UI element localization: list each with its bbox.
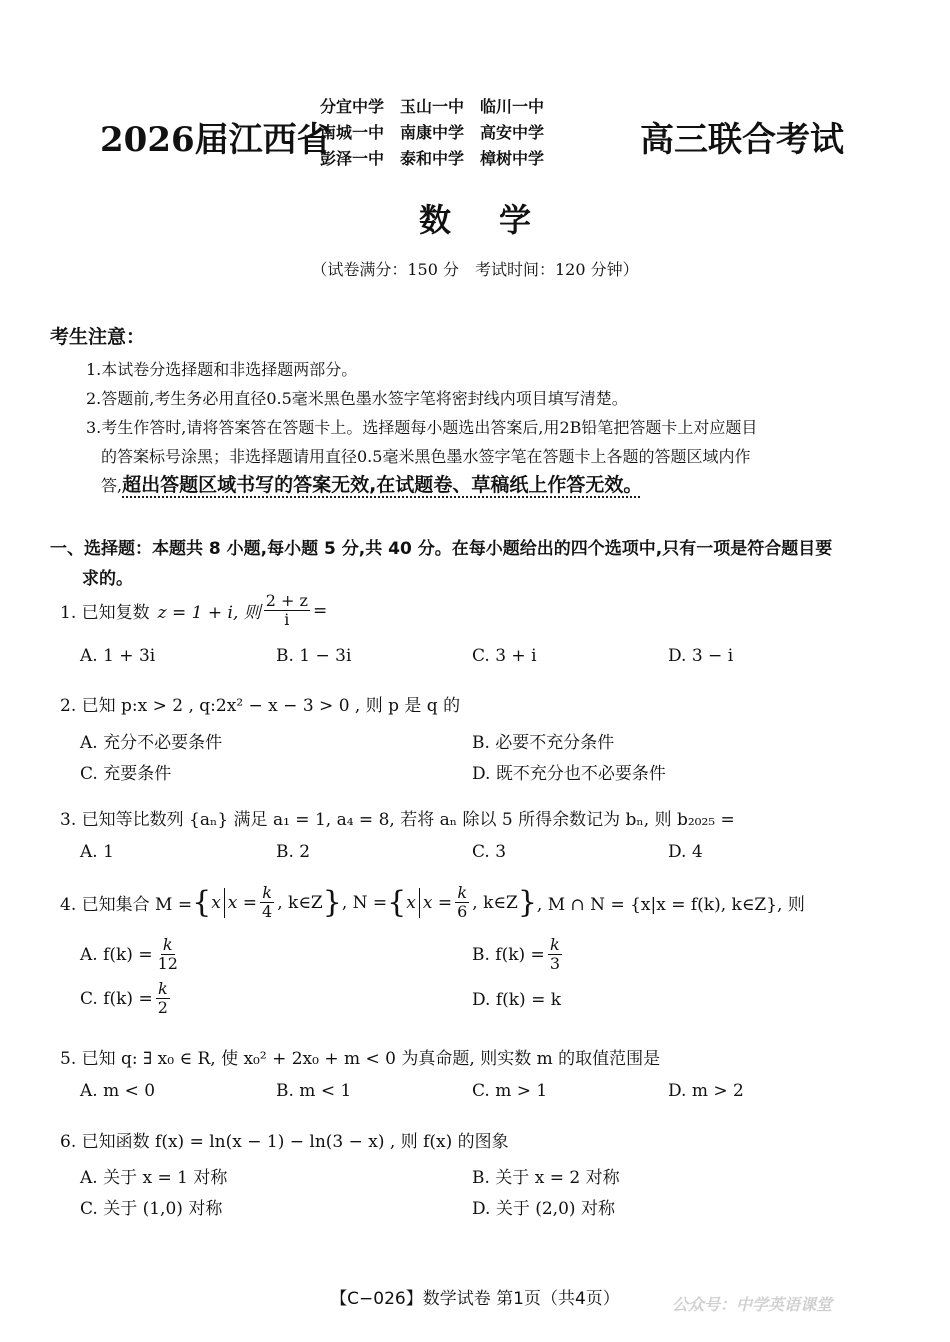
school-row bbox=[320, 146, 640, 172]
subject-title: 数学 bbox=[418, 201, 579, 239]
notice-item-continued bbox=[101, 470, 642, 497]
option-a: A. 充分不必要条件 bbox=[80, 733, 223, 753]
fraction-denominator: 4 bbox=[262, 902, 273, 921]
notice-heading: 考生注意： bbox=[50, 326, 146, 348]
option-b: B. 关于 x = 2 对称 bbox=[472, 1168, 620, 1188]
option-b: B. 2 bbox=[276, 842, 311, 862]
school-name: 南城一中 bbox=[320, 123, 385, 142]
school-name: 玉山一中 bbox=[400, 97, 465, 116]
option-d: D. m > 2 bbox=[668, 1081, 744, 1101]
option-c: C. 3 + i bbox=[472, 646, 537, 666]
option-a: A. 关于 x = 1 对称 bbox=[80, 1168, 228, 1188]
fraction-numerator: k bbox=[162, 935, 173, 954]
set-bar bbox=[224, 888, 225, 918]
option-d: D. 4 bbox=[668, 842, 703, 862]
set-bar bbox=[419, 888, 420, 918]
notice-item: 3.考生作答时,请将答案答在答题卡上。选择题每小题选出答案后,用2B铅笔把答题卡上对应题目 bbox=[86, 418, 758, 437]
set-brace-close: } bbox=[322, 884, 342, 920]
fraction bbox=[455, 884, 469, 921]
option-a: A. 1 bbox=[80, 842, 114, 862]
section-heading-continued: 求的。 bbox=[82, 569, 133, 589]
set-condition: , k∈Z bbox=[472, 892, 518, 913]
fraction-numerator: k bbox=[157, 979, 168, 998]
option-a: A. 1 + 3i bbox=[80, 646, 156, 666]
school-name: 高安中学 bbox=[480, 123, 545, 142]
fraction-denominator: 6 bbox=[457, 902, 468, 921]
school-row bbox=[320, 94, 640, 120]
school-name: 分宜中学 bbox=[320, 97, 385, 116]
question-stem: 4. 已知集合 M = bbox=[60, 895, 193, 915]
fraction-numerator: 2 + z bbox=[265, 591, 308, 610]
option-d: D. 关于 (2,0) 对称 bbox=[472, 1199, 615, 1219]
fraction-numerator: k bbox=[262, 883, 272, 902]
notice-emphasis: 超出答题区域书写的答案无效,在试题卷、草稿纸上作答无效。 bbox=[122, 474, 643, 496]
exam-title-right: 高三联合考试 bbox=[640, 120, 844, 160]
option-label: A. f(k) = bbox=[80, 944, 153, 965]
question-stem: z = 1 + i, 则 bbox=[157, 603, 261, 623]
exam-title-block bbox=[0, 90, 950, 170]
notice-item: 2.答题前,考生务必用直径0.5毫米黑色墨水签字笔将密封线内项目填写清楚。 bbox=[86, 389, 628, 408]
school-name: 泰和中学 bbox=[400, 149, 465, 168]
fraction bbox=[264, 592, 310, 629]
option-c: C. 关于 (1,0) 对称 bbox=[80, 1199, 223, 1219]
option-d: D. 3 − i bbox=[668, 646, 734, 666]
option-c: C. m > 1 bbox=[472, 1081, 548, 1101]
fraction-denominator: i bbox=[284, 610, 290, 629]
school-row bbox=[320, 120, 640, 146]
question-stem: , M ∩ N = {x|x = f(k), k∈Z}, 则 bbox=[536, 895, 805, 915]
option-b: B. 必要不充分条件 bbox=[472, 733, 615, 753]
option-c: C. 充要条件 bbox=[80, 764, 172, 784]
option-b bbox=[472, 936, 565, 973]
question-2: 2. 已知 p:x > 2 , q:2x² − x − 3 > 0 , 则 p 是 q 的 bbox=[60, 696, 461, 716]
school-name: 樟树中学 bbox=[480, 149, 545, 168]
option-d: D. f(k) = k bbox=[472, 990, 562, 1010]
fraction-denominator: 12 bbox=[157, 954, 178, 973]
set-brace-open: { bbox=[387, 884, 407, 920]
notice-item-continued: 的答案标号涂黑；非选择题请用直径0.5毫米黑色墨水签字笔在答题卡上各题的答题区域内作 bbox=[101, 447, 751, 466]
question-stem: = bbox=[312, 600, 328, 621]
notice-prefix: 答, bbox=[101, 476, 123, 495]
option-b: B. 1 − 3i bbox=[276, 646, 352, 666]
section-heading: 一、选择题：本题共 8 小题,每小题 5 分,共 40 分。在每小题给出的四个选项中,只有一项是符合题目要 bbox=[50, 539, 833, 559]
question-6: 6. 已知函数 f(x) = ln(x − 1) − ln(3 − x) , 则 f(x) 的图象 bbox=[60, 1132, 509, 1152]
set-variable: x bbox=[406, 892, 416, 913]
question-stem: 1. 已知复数 bbox=[60, 603, 150, 623]
fraction-numerator: k bbox=[457, 883, 468, 902]
notice-item: 1.本试卷分选择题和非选择题两部分。 bbox=[86, 360, 358, 379]
question-5: 5. 已知 q: ∃ x₀ ∈ R, 使 x₀² + 2x₀ + m < 0 为真命题, 则实数 m 的取值范围是 bbox=[60, 1049, 661, 1069]
set-condition: x = bbox=[227, 892, 258, 913]
school-name: 临川一中 bbox=[480, 97, 545, 116]
fraction-denominator: 3 bbox=[549, 954, 560, 973]
option-a: A. m < 0 bbox=[80, 1081, 156, 1101]
question-4 bbox=[60, 884, 805, 921]
option-b: B. m < 1 bbox=[276, 1081, 352, 1101]
set-condition: x = bbox=[422, 892, 453, 913]
fraction bbox=[548, 936, 562, 973]
set-variable: x bbox=[211, 892, 221, 913]
question-3: 3. 已知等比数列 {aₙ} 满足 a₁ = 1, a₄ = 8, 若将 aₙ 除以 5 所得余数记为 bₙ, 则 b₂₀₂₅ = bbox=[60, 810, 735, 830]
set-brace-open: { bbox=[192, 884, 212, 920]
fraction bbox=[156, 980, 170, 1017]
option-label: C. f(k) = bbox=[80, 988, 153, 1009]
option-a bbox=[80, 936, 183, 973]
fraction bbox=[260, 884, 274, 921]
fraction bbox=[156, 936, 180, 973]
exam-info: （试卷满分：150 分 考试时间：120 分钟） bbox=[311, 260, 639, 279]
fraction-numerator: k bbox=[550, 935, 560, 954]
school-name: 彭泽一中 bbox=[320, 149, 385, 168]
set-brace-close: } bbox=[517, 884, 537, 920]
question-1 bbox=[60, 592, 327, 629]
school-list bbox=[320, 94, 640, 172]
option-c: C. 3 bbox=[472, 842, 507, 862]
exam-title-left: 2026届江西省 bbox=[100, 120, 331, 160]
option-label: B. f(k) = bbox=[472, 944, 545, 965]
option-d: D. 既不充分也不必要条件 bbox=[472, 764, 666, 784]
school-name: 南康中学 bbox=[400, 123, 465, 142]
fraction-denominator: 2 bbox=[157, 998, 168, 1017]
option-c bbox=[80, 980, 173, 1017]
set-condition: , k∈Z bbox=[277, 892, 323, 913]
watermark: 公众号：中学英语课堂 bbox=[672, 1295, 833, 1314]
page-footer: 【C−026】数学试卷 第1页（共4页） bbox=[330, 1289, 620, 1309]
question-stem: , N = bbox=[341, 892, 388, 913]
